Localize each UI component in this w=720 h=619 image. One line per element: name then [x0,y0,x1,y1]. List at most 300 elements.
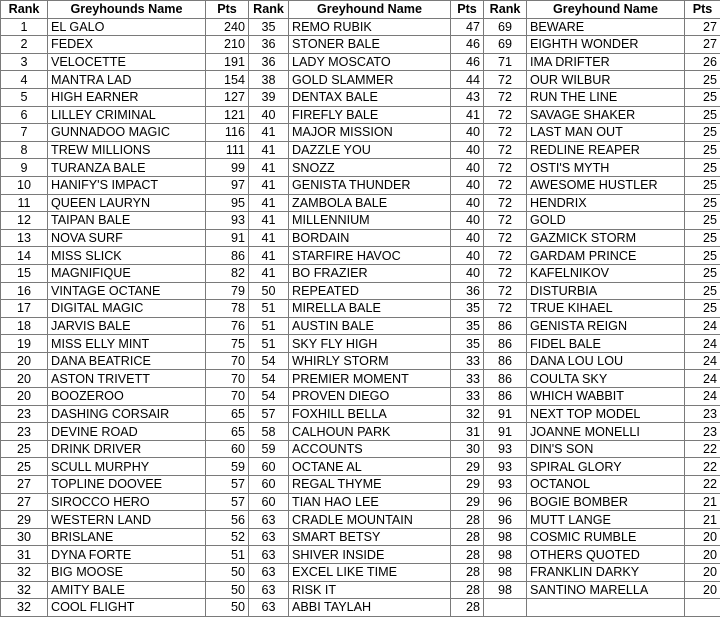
rank-cell: 91 [484,405,527,423]
points-cell: 25 [685,176,720,194]
table-row [1,212,720,230]
points-cell: 95 [206,194,249,212]
name-cell: QUEEN LAURYN [48,194,206,212]
points-cell: 59 [206,458,249,476]
rank-cell: 72 [484,194,527,212]
points-cell: 33 [451,352,484,370]
points-cell: 70 [206,388,249,406]
points-cell: 70 [206,352,249,370]
rank-cell: 27 [1,493,48,511]
name-cell: HIGH EARNER [48,88,206,106]
name-cell: SHIVER INSIDE [289,546,451,564]
rank-cell: 2 [1,36,48,54]
rank-cell: 93 [484,458,527,476]
table-row [1,194,720,212]
rank-cell: 7 [1,124,48,142]
rank-cell: 72 [484,141,527,159]
table-row [1,159,720,177]
table-row [1,53,720,71]
rank-cell: 63 [249,511,289,529]
points-cell: 21 [685,511,720,529]
name-cell: BEWARE [527,18,685,36]
points-cell: 22 [685,458,720,476]
points-cell: 25 [685,247,720,265]
points-cell: 25 [685,71,720,89]
points-cell: 75 [206,335,249,353]
rank-cell: 35 [249,18,289,36]
table-row [1,18,720,36]
name-cell [527,599,685,617]
points-cell: 20 [685,564,720,582]
name-cell: ZAMBOLA BALE [289,194,451,212]
rank-cell: 20 [1,352,48,370]
table-row [1,229,720,247]
name-cell: EL GALO [48,18,206,36]
name-cell: SKY FLY HIGH [289,335,451,353]
points-cell: 31 [451,423,484,441]
rank-cell: 3 [1,53,48,71]
points-cell: 40 [451,124,484,142]
table-row [1,36,720,54]
rank-header: Rank [484,1,527,19]
points-cell: 50 [206,599,249,617]
name-cell: COSMIC RUMBLE [527,528,685,546]
points-cell: 50 [206,564,249,582]
rank-cell: 93 [484,476,527,494]
name-cell: RUN THE LINE [527,88,685,106]
points-cell: 93 [206,212,249,230]
name-cell: AWESOME HUSTLER [527,176,685,194]
name-cell: NOVA SURF [48,229,206,247]
rank-cell: 72 [484,176,527,194]
name-cell: DAZZLE YOU [289,141,451,159]
points-cell: 29 [451,493,484,511]
points-cell: 21 [685,493,720,511]
points-cell: 28 [451,528,484,546]
rank-cell: 36 [249,53,289,71]
rank-cell: 32 [1,581,48,599]
points-cell: 97 [206,176,249,194]
rank-cell: 54 [249,370,289,388]
rank-cell: 72 [484,282,527,300]
points-cell: 35 [451,300,484,318]
rank-cell: 60 [249,476,289,494]
points-cell: 24 [685,335,720,353]
name-cell: MAJOR MISSION [289,124,451,142]
rank-cell: 72 [484,264,527,282]
name-cell: GENISTA THUNDER [289,176,451,194]
table-row [1,458,720,476]
points-cell: 23 [685,423,720,441]
rank-cell: 51 [249,300,289,318]
points-cell: 25 [685,88,720,106]
name-cell: DYNA FORTE [48,546,206,564]
rank-cell: 72 [484,71,527,89]
rank-cell: 25 [1,440,48,458]
rank-cell: 63 [249,599,289,617]
points-cell: 52 [206,528,249,546]
points-cell: 35 [451,317,484,335]
points-cell: 32 [451,405,484,423]
name-cell: LILLEY CRIMINAL [48,106,206,124]
rank-cell: 63 [249,528,289,546]
rank-cell: 72 [484,212,527,230]
points-cell: 40 [451,264,484,282]
points-cell: 40 [451,176,484,194]
rank-cell: 60 [249,458,289,476]
points-cell: 76 [206,317,249,335]
rank-cell: 72 [484,88,527,106]
points-cell: 28 [451,581,484,599]
name-cell: SPIRAL GLORY [527,458,685,476]
points-cell: 28 [451,546,484,564]
rank-cell: 41 [249,176,289,194]
rank-cell: 41 [249,247,289,265]
name-cell: DISTURBIA [527,282,685,300]
name-cell: FOXHILL BELLA [289,405,451,423]
name-cell: MISS SLICK [48,247,206,265]
name-cell: GUNNADOO MAGIC [48,124,206,142]
rank-header: Rank [249,1,289,19]
name-cell: STARFIRE HAVOC [289,247,451,265]
points-cell: 33 [451,370,484,388]
table-row [1,124,720,142]
name-cell: COULTA SKY [527,370,685,388]
name-cell: SMART BETSY [289,528,451,546]
rank-cell: 30 [1,528,48,546]
points-cell: 20 [685,528,720,546]
name-cell: DANA BEATRICE [48,352,206,370]
points-cell: 46 [451,53,484,71]
rank-cell: 41 [249,194,289,212]
rank-cell: 98 [484,546,527,564]
name-cell: PREMIER MOMENT [289,370,451,388]
rank-cell: 23 [1,405,48,423]
name-cell: DANA LOU LOU [527,352,685,370]
name-header: Greyhounds Name [48,1,206,19]
name-cell: STONER BALE [289,36,451,54]
name-header: Greyhound Name [527,1,685,19]
rank-cell: 32 [1,599,48,617]
name-cell: OCTANOL [527,476,685,494]
rank-cell: 98 [484,581,527,599]
name-cell: GOLD SLAMMER [289,71,451,89]
rank-cell: 19 [1,335,48,353]
rank-cell: 20 [1,370,48,388]
name-cell: REDLINE REAPER [527,141,685,159]
rank-cell: 86 [484,370,527,388]
rank-cell: 8 [1,141,48,159]
name-cell: AUSTIN BALE [289,317,451,335]
table-row [1,476,720,494]
table-row [1,581,720,599]
name-cell: MAGNIFIQUE [48,264,206,282]
rank-cell: 18 [1,317,48,335]
header-row [1,1,720,19]
table-row [1,370,720,388]
points-cell: 28 [451,564,484,582]
rank-cell: 12 [1,212,48,230]
rank-cell: 15 [1,264,48,282]
name-cell: BIG MOOSE [48,564,206,582]
points-cell: 50 [206,581,249,599]
points-cell: 29 [451,476,484,494]
points-cell: 40 [451,247,484,265]
name-cell: MUTT LANGE [527,511,685,529]
points-cell: 30 [451,440,484,458]
points-cell: 191 [206,53,249,71]
name-cell: KAFELNIKOV [527,264,685,282]
name-cell: REGAL THYME [289,476,451,494]
rank-cell: 86 [484,352,527,370]
table-row [1,528,720,546]
points-cell: 25 [685,124,720,142]
points-cell: 24 [685,317,720,335]
points-cell: 24 [685,370,720,388]
rank-cell: 40 [249,106,289,124]
points-cell: 44 [451,71,484,89]
rank-cell: 63 [249,581,289,599]
points-cell [685,599,720,617]
points-cell: 25 [685,229,720,247]
name-cell: FEDEX [48,36,206,54]
table-row [1,493,720,511]
rank-cell: 93 [484,440,527,458]
name-cell: TRUE KIHAEL [527,300,685,318]
table-row [1,300,720,318]
points-cell: 33 [451,388,484,406]
name-cell: CRADLE MOUNTAIN [289,511,451,529]
points-cell: 70 [206,370,249,388]
rank-cell: 91 [484,423,527,441]
name-cell: CALHOUN PARK [289,423,451,441]
rank-cell: 11 [1,194,48,212]
name-cell: JOANNE MONELLI [527,423,685,441]
name-cell: REPEATED [289,282,451,300]
name-cell: TREW MILLIONS [48,141,206,159]
name-cell: BO FRAZIER [289,264,451,282]
name-cell: WHIRLY STORM [289,352,451,370]
name-cell: OTHERS QUOTED [527,546,685,564]
points-cell: 25 [685,106,720,124]
points-cell: 46 [451,36,484,54]
points-cell: 25 [685,212,720,230]
points-cell: 40 [451,141,484,159]
name-cell: COOL FLIGHT [48,599,206,617]
name-cell: IMA DRIFTER [527,53,685,71]
table-row [1,88,720,106]
points-cell: 116 [206,124,249,142]
name-cell: OUR WILBUR [527,71,685,89]
name-cell: DIGITAL MAGIC [48,300,206,318]
rank-cell: 72 [484,106,527,124]
points-cell: 40 [451,159,484,177]
rank-cell: 9 [1,159,48,177]
rank-cell: 29 [1,511,48,529]
rank-cell: 51 [249,317,289,335]
name-cell: GOLD [527,212,685,230]
name-cell: OSTI'S MYTH [527,159,685,177]
rank-cell: 54 [249,352,289,370]
name-cell: FIDEL BALE [527,335,685,353]
rank-cell: 41 [249,212,289,230]
points-cell: 22 [685,476,720,494]
points-cell: 210 [206,36,249,54]
name-cell: AMITY BALE [48,581,206,599]
name-cell: OCTANE AL [289,458,451,476]
name-cell: EXCEL LIKE TIME [289,564,451,582]
name-cell: RISK IT [289,581,451,599]
points-cell: 40 [451,212,484,230]
name-cell: LADY MOSCATO [289,53,451,71]
points-cell: 28 [451,511,484,529]
rank-cell: 58 [249,423,289,441]
table-row [1,141,720,159]
points-cell: 27 [685,36,720,54]
rank-cell: 60 [249,493,289,511]
name-cell: TOPLINE DOOVEE [48,476,206,494]
points-cell: 57 [206,476,249,494]
name-cell: NEXT TOP MODEL [527,405,685,423]
points-cell: 65 [206,423,249,441]
rank-cell: 27 [1,476,48,494]
points-cell: 57 [206,493,249,511]
name-cell: SNOZZ [289,159,451,177]
table-row [1,440,720,458]
table-row [1,335,720,353]
name-cell: DASHING CORSAIR [48,405,206,423]
rank-cell: 41 [249,229,289,247]
name-cell: GARDAM PRINCE [527,247,685,265]
points-cell: 51 [206,546,249,564]
name-cell: SANTINO MARELLA [527,581,685,599]
name-cell: FIREFLY BALE [289,106,451,124]
name-cell: TAIPAN BALE [48,212,206,230]
name-cell: SIROCCO HERO [48,493,206,511]
rank-cell: 51 [249,335,289,353]
name-cell: MILLENNIUM [289,212,451,230]
name-cell: DENTAX BALE [289,88,451,106]
pts-header: Pts [206,1,249,19]
points-cell: 65 [206,405,249,423]
points-cell: 35 [451,335,484,353]
table-row [1,264,720,282]
rank-cell: 23 [1,423,48,441]
rank-cell: 54 [249,388,289,406]
rank-cell: 32 [1,564,48,582]
points-cell: 26 [685,53,720,71]
rank-cell: 86 [484,335,527,353]
table-row [1,511,720,529]
rank-cell: 13 [1,229,48,247]
points-cell: 25 [685,141,720,159]
rank-cell: 41 [249,124,289,142]
points-cell: 60 [206,440,249,458]
points-cell: 91 [206,229,249,247]
rank-cell: 50 [249,282,289,300]
points-cell: 47 [451,18,484,36]
points-cell: 25 [685,194,720,212]
rank-header: Rank [1,1,48,19]
name-cell: VELOCETTE [48,53,206,71]
points-cell: 25 [685,282,720,300]
rank-cell [484,599,527,617]
name-cell: PROVEN DIEGO [289,388,451,406]
name-cell: GENISTA REIGN [527,317,685,335]
name-cell: WESTERN LAND [48,511,206,529]
table-row [1,599,720,617]
rank-cell: 4 [1,71,48,89]
name-cell: HANIFY'S IMPACT [48,176,206,194]
name-cell: GAZMICK STORM [527,229,685,247]
points-cell: 43 [451,88,484,106]
rank-cell: 86 [484,317,527,335]
name-cell: ASTON TRIVETT [48,370,206,388]
rank-cell: 31 [1,546,48,564]
points-cell: 25 [685,264,720,282]
table-row [1,176,720,194]
points-cell: 99 [206,159,249,177]
rank-cell: 36 [249,36,289,54]
points-cell: 40 [451,194,484,212]
rank-cell: 10 [1,176,48,194]
rank-cell: 25 [1,458,48,476]
rank-cell: 71 [484,53,527,71]
rank-cell: 39 [249,88,289,106]
points-cell: 20 [685,581,720,599]
rank-cell: 72 [484,229,527,247]
name-cell: DRINK DRIVER [48,440,206,458]
name-cell: SAVAGE SHAKER [527,106,685,124]
name-cell: JARVIS BALE [48,317,206,335]
points-cell: 41 [451,106,484,124]
points-cell: 127 [206,88,249,106]
name-cell: EIGHTH WONDER [527,36,685,54]
table-row [1,71,720,89]
rank-cell: 59 [249,440,289,458]
rank-cell: 72 [484,159,527,177]
points-cell: 24 [685,352,720,370]
name-cell: DEVINE ROAD [48,423,206,441]
points-cell: 121 [206,106,249,124]
name-cell: MISS ELLY MINT [48,335,206,353]
table-row [1,405,720,423]
rank-cell: 63 [249,546,289,564]
rank-cell: 20 [1,388,48,406]
name-cell: MIRELLA BALE [289,300,451,318]
table-row [1,388,720,406]
pts-header: Pts [685,1,720,19]
name-cell: DIN'S SON [527,440,685,458]
table-row [1,317,720,335]
rank-cell: 98 [484,564,527,582]
rank-cell: 86 [484,388,527,406]
name-header: Greyhound Name [289,1,451,19]
table-row [1,247,720,265]
name-cell: BORDAIN [289,229,451,247]
points-cell: 25 [685,300,720,318]
points-cell: 82 [206,264,249,282]
name-cell: HENDRIX [527,194,685,212]
name-cell: BRISLANE [48,528,206,546]
rank-cell: 17 [1,300,48,318]
name-cell: FRANKLIN DARKY [527,564,685,582]
rank-cell: 5 [1,88,48,106]
rank-cell: 69 [484,18,527,36]
points-cell: 111 [206,141,249,159]
points-cell: 29 [451,458,484,476]
rank-cell: 41 [249,141,289,159]
